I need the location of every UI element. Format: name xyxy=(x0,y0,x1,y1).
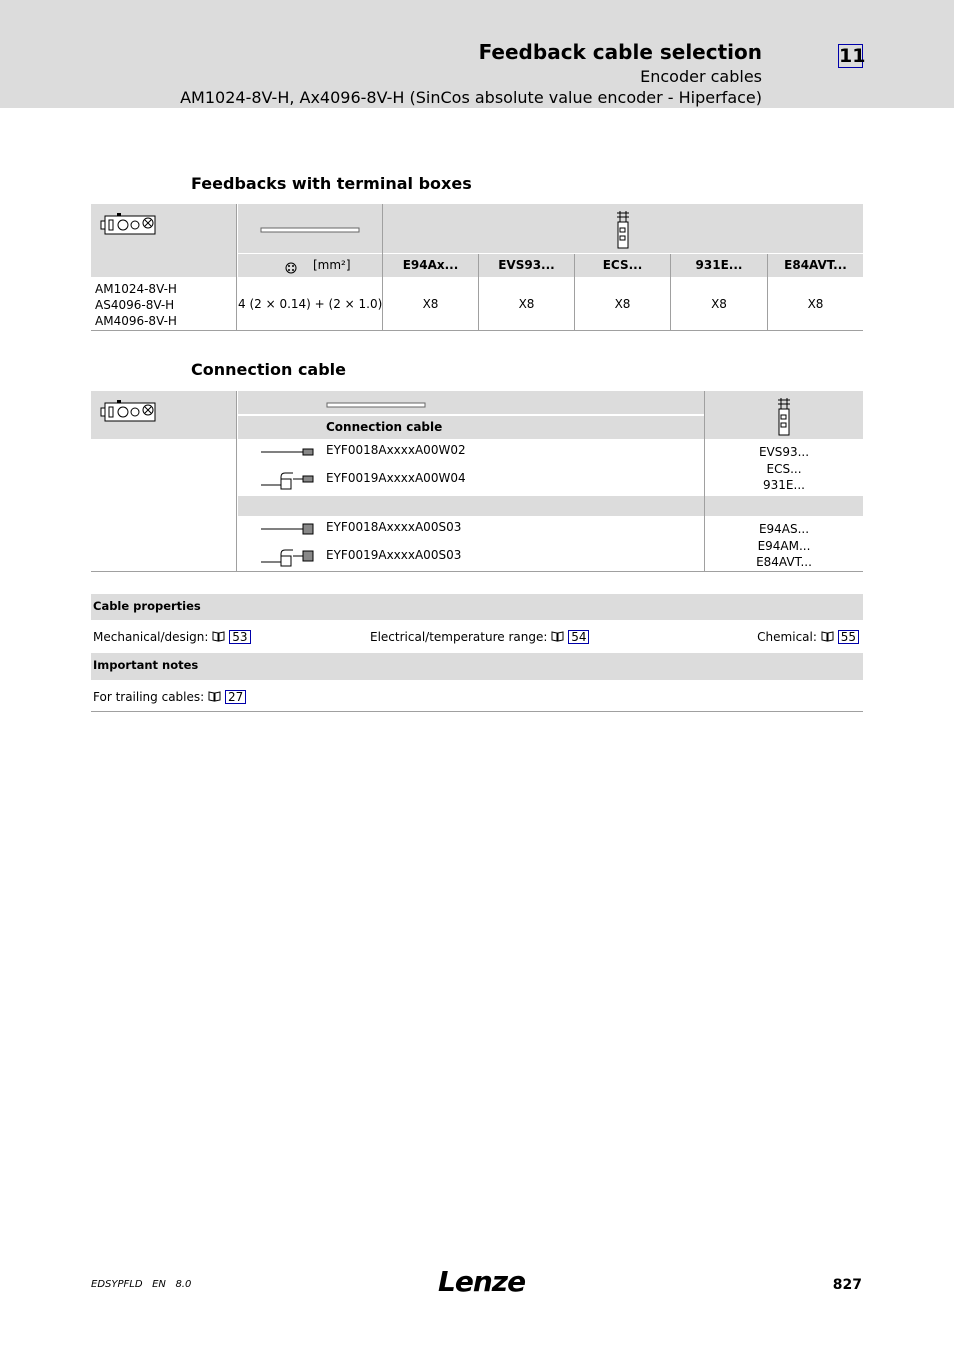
divider xyxy=(478,254,479,331)
connection-value: X8 xyxy=(614,297,631,311)
divider xyxy=(574,254,575,331)
controller-name: E84AVT... xyxy=(756,555,812,569)
section-heading-feedbacks: Feedbacks with terminal boxes xyxy=(191,174,472,193)
lenze-logo: Lenze xyxy=(438,1265,526,1298)
important-notes-header: Important notes xyxy=(91,653,863,680)
controller-list xyxy=(705,444,863,494)
angled-cable-icon xyxy=(261,469,317,491)
straight-cable-icon xyxy=(261,523,317,535)
cable-icon xyxy=(325,401,427,409)
divider xyxy=(91,571,863,572)
connection-value: X8 xyxy=(711,297,727,311)
controller-list xyxy=(705,521,863,571)
controller-header: ECS... xyxy=(575,254,670,277)
page-link-27[interactable]: 27 xyxy=(225,690,246,704)
page-title: Feedback cable selection xyxy=(478,40,762,64)
cross-section-value: 4 (2 × 0.14) + (2 × 1.0) xyxy=(238,297,383,311)
controller-name: 931E... xyxy=(763,478,805,492)
cable-icon xyxy=(259,226,361,234)
mechanical-ref xyxy=(93,630,251,644)
book-icon xyxy=(212,631,225,642)
unit-label: [mm²] xyxy=(313,258,351,272)
unit-cell xyxy=(238,254,382,277)
motor-icon xyxy=(99,399,159,425)
controller-icon-cell xyxy=(383,204,863,253)
book-icon xyxy=(208,691,221,702)
motor-name: AM1024-8V-H xyxy=(95,282,177,296)
controller-name: E94AS... xyxy=(758,522,810,536)
straight-cable-icon xyxy=(261,447,317,457)
controller-name: ECS... xyxy=(766,461,802,476)
book-icon xyxy=(821,631,834,642)
chemical-label: Chemical: xyxy=(757,630,817,644)
cable-part-number: EYF0018AxxxxA00S03 xyxy=(326,520,462,534)
divider xyxy=(670,254,671,331)
cable-icon-cell xyxy=(238,391,704,414)
page-subtitle: Encoder cables xyxy=(640,67,762,86)
connection-cable-header: Connection cable xyxy=(238,415,704,439)
electrical-ref xyxy=(370,630,589,644)
controller-icon-cell xyxy=(705,391,863,439)
controller-header: E84AVT... xyxy=(768,254,863,277)
doc-version: 8.0 xyxy=(175,1279,192,1290)
chemical-ref xyxy=(757,630,859,644)
controller-icon xyxy=(776,397,792,437)
controller-header: EVS93... xyxy=(479,254,574,277)
divider xyxy=(382,204,383,331)
divider xyxy=(91,711,863,712)
cable-part-number: EYF0018AxxxxA00W02 xyxy=(326,443,466,457)
cable-icon-cell xyxy=(238,204,382,253)
page-link-55[interactable]: 55 xyxy=(838,630,859,644)
divider xyxy=(236,391,237,571)
cable-part-number: EYF0019AxxxxA00W04 xyxy=(326,471,466,485)
divider xyxy=(91,330,863,331)
divider xyxy=(767,254,768,331)
controller-name: EVS93... xyxy=(758,445,810,459)
connection-value: X8 xyxy=(518,297,535,311)
conductor-icon xyxy=(285,262,297,274)
divider xyxy=(238,414,704,416)
mechanical-label: Mechanical/design: xyxy=(93,630,209,644)
divider xyxy=(236,204,237,331)
controller-name: E94AM... xyxy=(757,538,811,553)
footer-doc-info xyxy=(91,1279,191,1290)
motor-name: AS4096-8V-H xyxy=(95,298,175,312)
controller-icon xyxy=(615,210,631,250)
motor-list xyxy=(95,281,177,329)
doc-lang: EN xyxy=(152,1279,166,1290)
controller-header: 931E... xyxy=(671,254,767,277)
chapter-link[interactable]: 11 xyxy=(839,45,866,67)
controller-header: E94Ax... xyxy=(383,254,478,277)
page-subtitle-detail: AM1024-8V-H, Ax4096-8V-H (SinCos absolute value encoder - Hiperface) xyxy=(180,88,762,107)
cable-part-number: EYF0019AxxxxA00S03 xyxy=(326,548,462,562)
page-link-53[interactable]: 53 xyxy=(229,630,250,644)
motor-icon-cell xyxy=(91,391,237,439)
cable-properties-header: Cable properties xyxy=(91,594,863,620)
angled-cable-icon xyxy=(261,546,317,568)
connection-value: X8 xyxy=(807,297,824,311)
book-icon xyxy=(551,631,564,642)
motor-icon-cell xyxy=(91,204,237,277)
page-link-54[interactable]: 54 xyxy=(568,630,589,644)
electrical-label: Electrical/temperature range: xyxy=(370,630,548,644)
connection-value: X8 xyxy=(422,297,439,311)
section-heading-connection: Connection cable xyxy=(191,360,347,379)
group-separator xyxy=(238,496,863,516)
trailing-label: For trailing cables: xyxy=(93,690,205,704)
motor-icon xyxy=(99,212,159,238)
trailing-ref xyxy=(93,690,246,704)
doc-id: EDSYPFLD xyxy=(91,1279,143,1290)
divider xyxy=(704,391,705,571)
page-number: 827 xyxy=(832,1277,862,1293)
motor-name: AM4096-8V-H xyxy=(95,314,177,328)
header-band xyxy=(0,0,954,108)
